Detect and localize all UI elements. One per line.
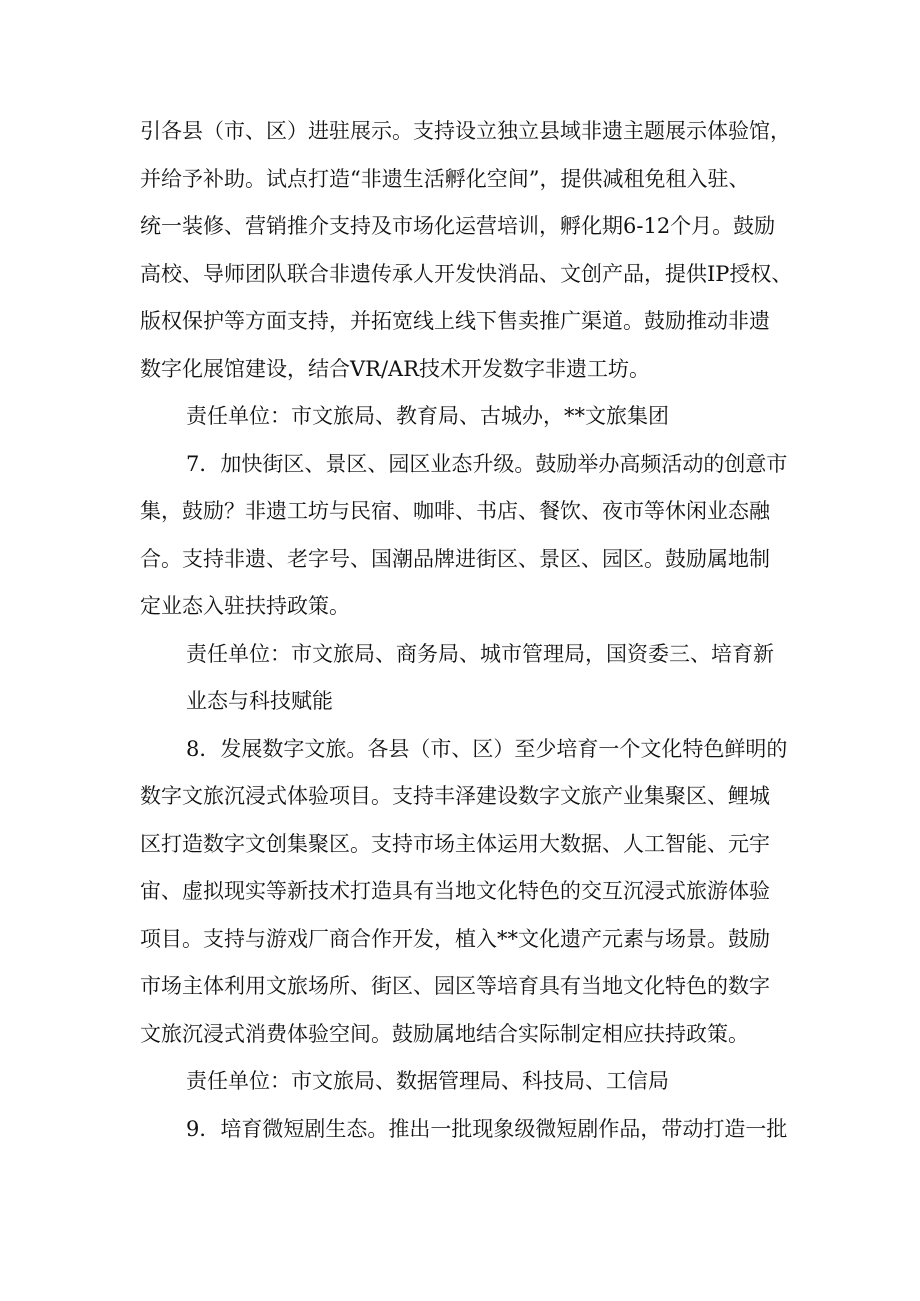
text-line: 宙、虚拟现实等新技术打造具有当地文化特色的交互沉浸式旅游体验 [140,879,770,903]
text-line: 区打造数字文创集聚区。支持市场主体运用大数据、人工智能、元宇 [140,831,770,856]
section-heading-7: 7．加快街区、景区、园区业态升级。鼓励举办高频活动的创意市 [186,451,788,476]
text-line: 项目。支持与游戏厂商合作开发，植入**文化遗产元素与场景。鼓励 [140,926,770,951]
section-heading-9: 9．培育微短剧生态。推出一批现象级微短剧作品，带动打造一批 [186,1116,788,1141]
responsibility-line-continued: 业态与科技赋能 [186,689,333,713]
text-line: 集，鼓励？非遗工坊与民宿、咖啡、书店、餐饮、夜市等休闲业态融 [140,499,770,523]
text-line: 统一装修、营销推介支持及市场化运营培训，孵化期6-12个月。鼓励 [140,214,776,238]
responsibility-line: 责任单位：市文旅局、教育局、古城办，**文旅集团 [186,404,669,428]
text-line: 并给予补助。试点打造“非遗生活孵化空间”，提供减租免租入驻、 [140,166,750,191]
text-line: 定业态入驻扶持政策。 [140,594,350,618]
text-line: 合。支持非遗、老字号、国潮品牌进街区、景区、园区。鼓励属地制 [140,546,770,571]
text-line: 高校、导师团队联合非遗传承人开发快消品、文创产品，提供IP授权、 [140,261,793,286]
text-line: 版权保护等方面支持，并拓宽线上线下售卖推广渠道。鼓励推动非遗 [140,309,770,333]
text-line: 文旅沉浸式消费体验空间。鼓励属地结合实际制定相应扶持政策。 [140,1021,749,1046]
text-line: 数字文旅沉浸式体验项目。支持丰泽建设数字文旅产业集聚区、鲤城 [140,784,770,808]
text-line: 市场主体利用文旅场所、街区、园区等培育具有当地文化特色的数字 [140,974,770,998]
section-heading-8: 8．发展数字文旅。各县（市、区）至少培育一个文化特色鲜明的 [186,736,788,761]
responsibility-line: 责任单位：市文旅局、数据管理局、科技局、工信局 [186,1069,669,1093]
text-line: 数字化展馆建设，结合VR/AR技术开发数字非遗工坊。 [140,356,651,381]
responsibility-line: 责任单位：市文旅局、商务局、城市管理局，国资委三、培育新 [186,641,774,666]
document-body [140,108,800,1153]
text-line: 引各县（市、区）进驻展示。支持设立独立县域非遗主题展示体验馆， [140,119,791,143]
